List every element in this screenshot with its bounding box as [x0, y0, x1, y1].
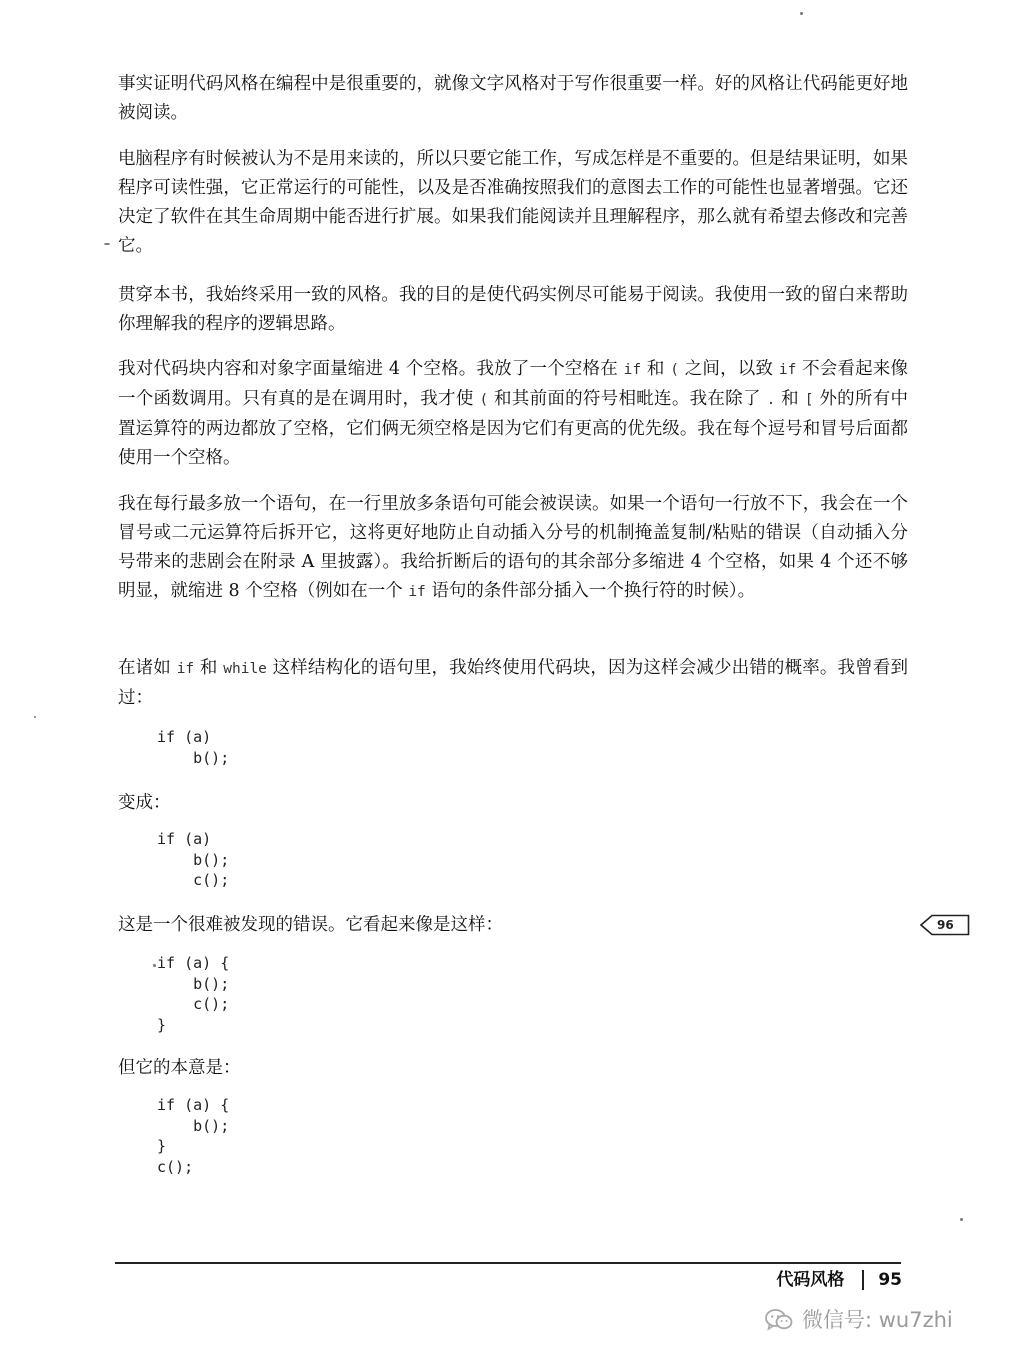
page-reference-tag — [920, 914, 970, 936]
wechat-watermark — [764, 1306, 953, 1334]
watermark-text: 微信号: wu7zhi — [802, 1308, 953, 1332]
code-block-meant: if (a) { b(); } c(); — [157, 1096, 230, 1176]
paragraph-code-style-importance: 事实证明代码风格在编程中是很重要的，就像文字风格对于写作很重要一样。好的风格让代码能更好地被阅读。 — [118, 74, 908, 123]
paragraph-readability: 电脑程序有时候被认为不是用来读的，所以只要它能工作，写成怎样是不重要的。但是结果证明，如果程序可读性强，它正常运行的可能性，以及是否准确按照我们的意图去工作的可能性也显著增强。它还决定了软件在其生命周期中能否进行扩展。如果我们能阅读并且理解程序，那么就有希望去修改和完善它。 — [118, 149, 908, 256]
footer-page-number: 95 — [878, 1270, 902, 1290]
footer-chapter-title: 代码风格 — [776, 1270, 845, 1290]
scan-speck — [800, 12, 803, 15]
scan-speck — [34, 716, 36, 718]
page-footer — [776, 1267, 902, 1293]
scan-speck — [960, 1218, 963, 1221]
wechat-icon — [764, 1307, 794, 1333]
code-block-looks-like: if (a) { b(); c(); } — [157, 954, 230, 1034]
scan-speck — [153, 964, 156, 967]
label-meant: 但它的本意是： — [118, 1058, 241, 1078]
label-became: 变成： — [118, 793, 171, 813]
page-reference-number: 96 — [937, 918, 954, 932]
code-block-became: if (a) b(); c(); — [157, 830, 230, 889]
paragraph-consistent-style: 贯穿本书，我始终采用一致的风格。我的目的是使代码实例尽可能易于阅读。我使用一致的留白来帮助你理解我的程序的逻辑思路。 — [118, 285, 908, 334]
label-hard-to-find: 这是一个很难被发现的错误。它看起来像是这样： — [118, 915, 503, 935]
scan-speck — [104, 243, 110, 245]
code-block-seen: if (a) b(); — [157, 728, 230, 767]
paragraph-indentation: 我对代码块内容和对象字面量缩进 4 个空格。我放了一个空格在 if 和 ( 之间，以致 if 不会看起来像一个函数调用。只有真的是在调用时，我才使 ( 和其前面的符号相毗连。我在除了 . 和 [ 外的所有中置运算符的两边都放了空格，它们俩无须空格是因为它们有更高的优先级。我在每个逗号和冒号后面都使用一个空格。 — [118, 359, 908, 468]
footer-divider — [115, 1262, 901, 1264]
footer-separator — [862, 1270, 864, 1290]
paragraph-use-blocks: 在诸如 if 和 while 这样结构化的语句里，我始终使用代码块，因为这样会减少出错的概率。我曾看到过： — [118, 658, 908, 708]
paragraph-one-statement-per-line: 我在每行最多放一个语句，在一行里放多条语句可能会被误读。如果一个语句一行放不下，我会在一个冒号或二元运算符后拆开它，这将更好地防止自动插入分号的机制掩盖复制/粘贴的错误（自动插入分号带来的悲剧会在附录 A 里披露）。我给折断后的语句的其余部分多缩进 4 个空格，如果 4 个还不够明显，就缩进 8 个空格（例如在一个 if 语句的条件部分插入一个换行符的时候）。 — [118, 494, 908, 601]
